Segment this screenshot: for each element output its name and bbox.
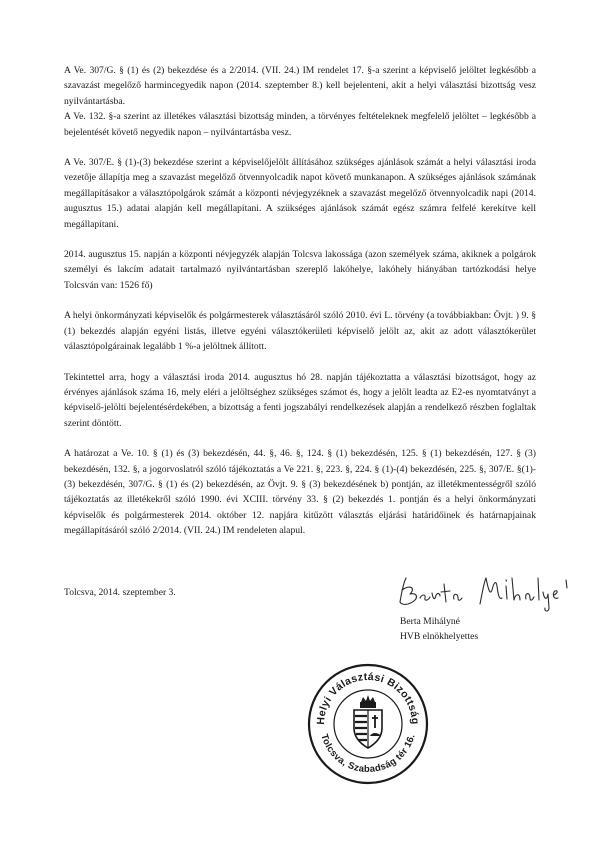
paragraph-4: 2014. augusztus 15. napján a központi névjegyzék alapján Tolcsva lakossága (azon személyek száma, akiknek a polgárok személyi és lakcím adatait tartalmazó nyilvántartásban szereplő lakóhelye, lakóhely hiányában tartózkodási helye Tolcsván van: 1526 fő)	[64, 249, 536, 291]
paragraph-7: A határozat a Ve. 10. § (1) és (3) bekezdésén, 44. §, 46. §, 124. § (1) bekezdésén, 125. § (1) bekezdésén, 127. § (3) bekezdésén, 132. §, a jogorvoslatról szóló tájékoztatás a Ve 221. §, 223. §, 224. § (1)-(4) bekezdésén, 225. §, 307/E. §(1)-(3) bekezdésén, 307/G. § (1) és (2) bekezdésén, az Övjt. 9. § (3) bekezdésének b) pontján, az illetékmentességről szóló tájékoztatás az illetékekről szóló 1990. évi XCIII. törvény 33. § (2) bekezdés 1. pontján és a helyi önkormányzati képviselők és polgármesterek 2014. október 12. napjára kitűzött választás eljárási határidőinek és határnapjainak megállapításáról szóló 2/2014. (VII. 24.) IM rendeleten alapul.	[64, 448, 536, 537]
paragraph-6: Tekintettel arra, hogy a választási iroda 2014. augusztus hó 28. napján tájékoztatta a választási bizottságot, hogy az érvényes ajánlások száma 16, mely eléri a jelöltséghez szükséges számot és, hogy a jelölt leadta az E2-es nyomtatványt a képviselő-jelölti bejelentésérdekében, a bizottság a fenti jogszabályi rendelkezések alapján a rendelkező részben foglaltak szerint döntött.	[64, 371, 536, 429]
seal-top-text: Helyi Választási Bizottság	[314, 670, 422, 726]
official-seal	[306, 662, 430, 786]
paragraph-3: A Ve. 307/E. § (1)-(3) bekezdése szerint a képviselőjelölt állításához szükséges ajánlások számát a helyi választási iroda vezetője állapítja meg a szavazást megelőző ötvennyolcadik napot követő munkanapon. A szükséges ajánlások számának megállapításakor a választópolgárok számát a központi névjegyzéknek a szavazást megelőző ötvennyolcadik napi (2014. augusztus 15.) adatai alapján kell megállapítani. A szükséges ajánlások számát egész számra felfelé kerekítve kell megállapítani.	[64, 157, 536, 230]
paragraph-1: A Ve. 307/G. § (1) és (2) bekezdése és a 2/2014. (VII. 24.) IM rendelet 17. §-a szerint a képviselő jelöltet legkésőbb a szavazást megelőző harmincegyedik napon (2014. szeptember 8.) kell bejelenteni, akit a helyi választási bizottság vesz nyilvántartásba.	[64, 65, 536, 107]
signer-block	[400, 614, 478, 645]
handwritten-signature	[392, 568, 582, 618]
seal-bottom-text: Tolcsva, Szabadság tér 16.	[318, 732, 418, 776]
coat-of-arms-icon	[354, 695, 382, 748]
paragraph-2: A Ve. 132. §-a szerint az illetékes választási bizottság minden, a törvényes feltételeknek megfelelő jelöltet – legkésőbb a bejelentését követő negyedik napon – nyilvántartásba vesz.	[64, 111, 536, 138]
body-text	[64, 63, 536, 539]
signer-title: HVB elnökhelyettes	[400, 631, 479, 643]
paragraph-5: A helyi önkormányzati képviselők és polgármesterek választásáról szóló 2010. évi L. törvény (a továbbiakban: Övjt. ) 9. § (1) bekezdés alapján egyéni listás, illetve egyéni választókerületi képviselő jelölt az, akit az adott választókerület választópolgárainak legalább 1 %-a jelöltnek állított.	[64, 310, 536, 353]
place-date: Tolcsva, 2014. szeptember 3.	[64, 587, 176, 598]
signer-name: Berta Mihályné	[400, 616, 460, 627]
